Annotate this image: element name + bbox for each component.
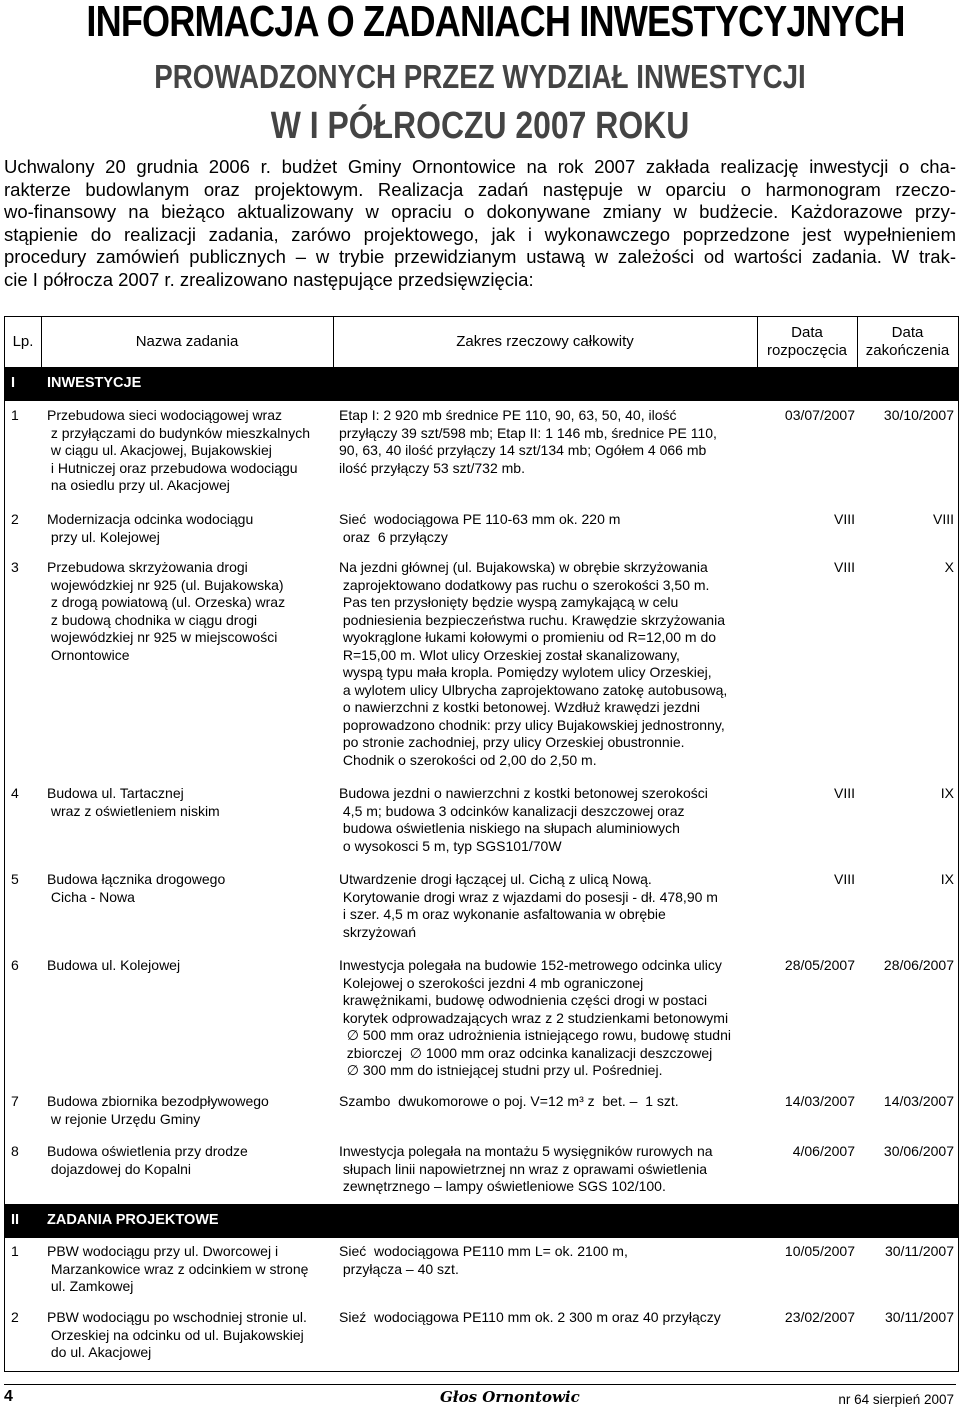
- task-scope-line: Kolejowej o szerokości jezdni 4 mb ograniczonej: [339, 974, 644, 991]
- intro-line: procedury zamówień publicznych – w trybie przewidzianym ustawą w zależości od wartości zadania. W trak-: [4, 246, 956, 267]
- start-date: 28/05/2007: [784, 957, 855, 973]
- task-scope-line: wyokrąglone łukami kołowymi o promieniu od R=12,00 m do: [339, 629, 717, 645]
- row-number: 2: [11, 511, 19, 527]
- row-number: 6: [11, 957, 19, 973]
- task-scope-line: zaprojektowano dodatkowy pas ruchu o szerokości 3,50 m.: [339, 576, 710, 593]
- task-scope-line: Korytowanie drogi wraz z wjazdami do posesji - dł. 478,90 m: [339, 888, 718, 905]
- task-scope-line: podniesienia bezpieczeństwa ruchu. Krawędzie skrzyżowania: [339, 611, 725, 628]
- task-scope: [339, 1093, 755, 1111]
- row-number: 1: [11, 1243, 19, 1259]
- task-scope-line: Sieć wodociągowa PE110 mm L= ok. 2100 m,: [339, 1243, 628, 1259]
- task-name: [47, 1143, 331, 1178]
- row-number: 4: [11, 785, 19, 801]
- task-scope-line: krawężnikami, budowę odwodnienia części drogi w postaci: [339, 992, 708, 1008]
- task-scope-line: a wylotem ulicy Ulbrycha zaprojektowano zatokę autobusową,: [339, 681, 728, 698]
- page-number: 4: [4, 1388, 13, 1405]
- task-scope-line: Inwestycja polegała na budowie 152-metrowego odcinka ulicy: [339, 957, 722, 973]
- task-scope-line: przyłącza – 40 szt.: [339, 1260, 459, 1277]
- task-scope: [339, 407, 755, 477]
- task-scope-line: zbiorczej ∅ 1000 mm oraz odcinka kanalizacji deszczowej: [339, 1044, 713, 1061]
- end-date: 30/06/2007: [883, 1143, 954, 1159]
- task-scope-line: po stronie zachodniej, przy ulicy Orzeskiej obustronnie.: [339, 734, 685, 750]
- start-date: VIII: [833, 511, 855, 527]
- task-scope-line: Szambo dwukomorowe o poj. V=12 m³ z bet. – 1 szt.: [339, 1093, 679, 1109]
- header-start-date: Data rozpoczęcia: [766, 324, 848, 359]
- task-name-line: Modernizacja odcinka wodociągu: [47, 511, 254, 527]
- start-date: 14/03/2007: [784, 1093, 855, 1109]
- task-scope: [339, 871, 755, 941]
- task-scope: [339, 1309, 755, 1327]
- task-scope-line: Budowa jezdni o nawierzchni z kostki betonowej szerokości: [339, 785, 708, 801]
- task-name-line: przy ul. Kolejowej: [47, 528, 160, 545]
- task-name-line: Orzeskiej na odcinku od ul. Bujakowskiej: [47, 1326, 304, 1343]
- task-name: [47, 407, 331, 495]
- task-name-line: wojewódzkiej nr 925 (ul. Bujakowska): [47, 576, 284, 593]
- task-scope-line: ilość przyłączy 53 szt/732 mb.: [339, 459, 525, 476]
- task-scope-line: przyłączy 39 szt/598 mb; Etap II: 1 146 mb, średnice PE 110,: [339, 424, 717, 441]
- task-name: [47, 559, 331, 664]
- task-name-line: Przebudowa sieci wodociągowej wraz: [47, 407, 283, 423]
- intro-line: stąpienie do realizacji zadania, zarówo projektowego, jak i wykonawczego poprzedzone jest wypełnieniem: [4, 223, 956, 245]
- publication-logo: Głos Ornontowic: [440, 1388, 580, 1406]
- header-name: Nazwa zadania: [135, 333, 239, 350]
- task-scope: [339, 785, 755, 855]
- end-date: 30/11/2007: [884, 1243, 954, 1259]
- task-name-line: PBW wodociągu przy ul. Dworcowej i: [47, 1243, 279, 1259]
- task-name-line: Budowa zbiornika bezodpływowego: [47, 1093, 269, 1109]
- task-scope-line: 90, 63, 40 ilość przyłączy 14 szt/134 mb; Ogółem 4 066 mb: [339, 442, 707, 458]
- task-name-line: dojazdowej do Kopalni: [47, 1160, 191, 1177]
- task-name-line: w rejonie Urzędu Gminy: [47, 1110, 201, 1127]
- task-scope-line: Sieć wodociągowa PE 110-63 mm ok. 220 m: [339, 511, 621, 527]
- task-scope-line: Pas ten przysłonięty będzie wyspą zamykającą w celu: [339, 594, 679, 610]
- task-scope: [339, 559, 755, 769]
- task-scope-line: słupach linii napowietrznej nn wraz z oprawami oświetlenia: [339, 1160, 708, 1177]
- task-scope-line: ∅ 500 mm oraz udrożnienia istniejącego rowu, budowę studni: [339, 1027, 731, 1043]
- task-scope-line: Sieź wodociągowa PE110 mm ok. 2 300 m oraz 40 przyłączy: [339, 1309, 721, 1325]
- task-scope-line: skrzyżowań: [339, 923, 417, 940]
- task-name-line: Przebudowa skrzyżowania drogi: [47, 559, 248, 575]
- task-scope-line: Etap I: 2 920 mb średnice PE 110, 90, 63, 50, 40, ilość: [339, 407, 677, 423]
- task-scope: [339, 511, 755, 546]
- task-scope: [339, 1143, 755, 1196]
- task-name-line: z budową chodnika w ciągu drogi: [47, 611, 258, 628]
- start-date: 03/07/2007: [784, 407, 855, 423]
- task-scope-line: R=15,00 m. Wlot ulicy Orzeskiej został skanalizowany,: [339, 646, 680, 663]
- intro-line: wo-finansowy na bieżąco aktualizowany w opraciu o dokonywane zmiany w budżecie. Każdorazowe przy-: [4, 201, 956, 222]
- start-date: VIII: [833, 785, 855, 801]
- task-scope-line: o nawierzchni z kostki betonowej. Wzdłuż krawędzi jezdni: [339, 699, 701, 715]
- intro-line: rakterze budowlanym oraz projektowym. Realizacja zadań następuje w oparciu o harmonogram rzeczo-: [4, 178, 956, 200]
- end-date: 14/03/2007: [883, 1093, 954, 1109]
- start-date: VIII: [833, 559, 855, 575]
- end-date: 30/10/2007: [883, 407, 954, 423]
- end-date: 28/06/2007: [883, 957, 954, 973]
- intro-line: cie I półrocza 2007 r. zrealizowano następujące przedsięwzięcia:: [4, 268, 534, 290]
- task-name: [47, 957, 331, 975]
- row-number: 1: [11, 407, 19, 423]
- task-name-line: ul. Zamkowej: [47, 1278, 134, 1294]
- page-headline: INFORMACJA O ZADANIACH INWESTYCYJNYCH: [86, 0, 905, 46]
- issue-label: nr 64 sierpień 2007: [838, 1392, 954, 1407]
- section-projects: II ZADANIA PROJEKTOWE: [5, 1204, 958, 1238]
- table-header-row: [5, 317, 958, 368]
- intro-line: Uchwalony 20 grudnia 2006 r. budżet Gminy Ornontowice na rok 2007 zakłada realizację inwestycji o cha-: [4, 156, 956, 177]
- task-scope: [339, 957, 755, 1080]
- task-name: [47, 785, 331, 820]
- page-footer: [0, 1378, 960, 1411]
- end-date: 30/11/2007: [884, 1309, 954, 1325]
- task-scope: [339, 1243, 755, 1278]
- task-scope-line: poprowadzono chodnik: przy ulicy Bujakowskiej jednostronny,: [339, 716, 725, 733]
- task-name-line: na osiedlu przy ul. Akacjowej: [47, 477, 230, 493]
- task-name: [47, 871, 331, 906]
- task-name-line: Cicha - Nowa: [47, 888, 135, 905]
- start-date: 4/06/2007: [792, 1143, 855, 1159]
- task-name: [47, 1243, 331, 1296]
- task-scope-line: ∅ 300 mm do istniejącej studni przy ul. Pośredniej.: [339, 1062, 663, 1078]
- task-name-line: Budowa oświetlenia przy drodze: [47, 1143, 248, 1159]
- task-name-line: PBW wodociągu po wschodniej stronie ul.: [47, 1309, 307, 1325]
- header-lp: Lp.: [12, 333, 34, 350]
- task-name-line: Ornontowice: [47, 646, 130, 663]
- task-scope-line: o wysokosci 5 m, typ SGS101/70W: [339, 837, 562, 854]
- page-subheadline: PROWADZONYCH PRZEZ WYDZIAŁ INWESTYCJI: [154, 58, 806, 95]
- task-name-line: Marzankowice wraz z odcinkiem w stronę: [47, 1260, 309, 1277]
- task-name-line: w ciągu ul. Akacjowej, Bujakowskiej: [47, 442, 272, 458]
- task-name-line: z przyłączami do budynków mieszkalnych: [47, 424, 310, 441]
- task-name: [47, 1093, 331, 1128]
- start-date: VIII: [833, 871, 855, 887]
- task-name-line: i Hutniczej oraz przebudowa wodociągu: [47, 459, 298, 476]
- section-investments: I INWESTYCJE: [5, 367, 958, 401]
- task-scope-line: 4,5 m; budowa 3 odcinków kanalizacji deszczowej oraz: [339, 802, 685, 819]
- intro-paragraph: [4, 156, 956, 291]
- task-scope-line: budowa oświetlenia niskiego na słupach aluminiowych: [339, 820, 680, 836]
- task-name-line: do ul. Akacjowej: [47, 1344, 152, 1360]
- end-date: X: [944, 559, 954, 575]
- end-date: IX: [940, 785, 954, 801]
- task-scope-line: wyspą typu mała kropla. Pomiędzy wylotem ulicy Orzeskiej,: [339, 664, 712, 680]
- task-name-line: Budowa ul. Tartacznej: [47, 785, 184, 801]
- task-scope-line: Utwardzenie drogi łączącej ul. Cichą z ulicą Nową.: [339, 871, 652, 887]
- task-scope-line: korytek odprowadzających wraz z 2 studzienkami betonowymi: [339, 1009, 729, 1026]
- end-date: VIII: [932, 511, 954, 527]
- task-scope-line: Chodnik o szerokości od 2,00 do 2,50 m.: [339, 751, 597, 768]
- investment-table: [4, 316, 959, 1372]
- row-number: 5: [11, 871, 19, 887]
- task-scope-line: i szer. 4,5 m oraz wykonanie asfaltowania w obrębie: [339, 906, 666, 922]
- task-name-line: wraz z oświetleniem niskim: [47, 802, 220, 819]
- task-name-line: z drogą powiatową (ul. Orzeska) wraz: [47, 594, 286, 610]
- task-scope-line: oraz 6 przyłączy: [339, 528, 448, 545]
- start-date: 10/05/2007: [784, 1243, 855, 1259]
- header-scope: Zakres rzeczowy całkowity: [456, 333, 634, 350]
- row-number: 2: [11, 1309, 19, 1325]
- task-name: [47, 511, 331, 546]
- task-name-line: Budowa łącznika drogowego: [47, 871, 226, 887]
- header-end-date: Data zakończenia: [865, 324, 950, 359]
- page-subheadline-period: W I PÓŁROCZU 2007 ROKU: [270, 105, 690, 147]
- row-number: 7: [11, 1093, 19, 1109]
- start-date: 23/02/2007: [784, 1309, 855, 1325]
- task-name-line: Budowa ul. Kolejowej: [47, 957, 181, 973]
- row-number: 8: [11, 1143, 19, 1159]
- task-name: [47, 1309, 331, 1362]
- task-scope-line: zewnętrznego – lampy oświetleniowe SGS 102/100.: [339, 1178, 666, 1194]
- row-number: 3: [11, 559, 19, 575]
- task-scope-line: Inwestycja polegała na montażu 5 wysięgników rurowych na: [339, 1143, 713, 1159]
- end-date: IX: [940, 871, 954, 887]
- task-name-line: wojewódzkiej nr 925 w miejscowości: [47, 629, 278, 645]
- task-scope-line: Na jezdni głównej (ul. Bujakowska) w obrębie skrzyżowania: [339, 559, 708, 575]
